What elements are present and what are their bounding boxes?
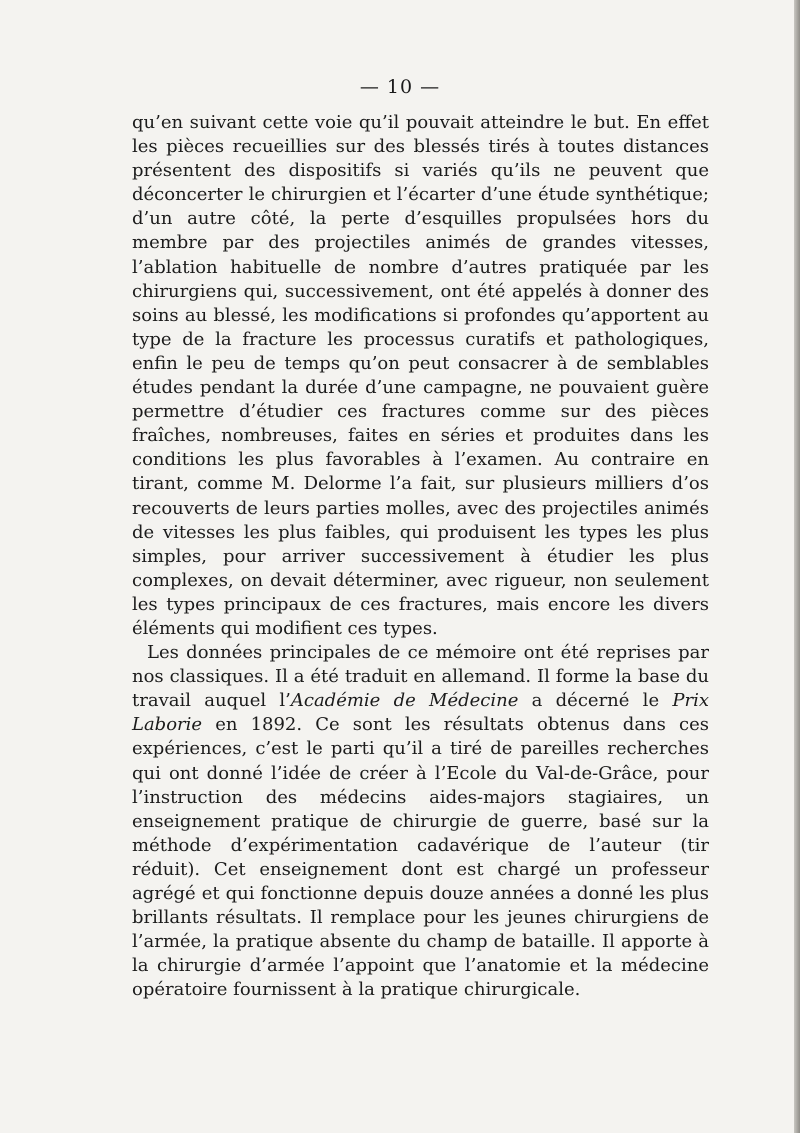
paragraph-2-part-2: a décerné le	[518, 690, 673, 712]
paragraph-1: qu’en suivant cette voie qu’il pouvait atteindre le but. En effet les pièces recueillies sur des blessés tirés à toutes distances présentent des dispositifs si variés qu’ils ne peuvent que déconcerter le chirurgien et l’écarter d’une étude synthétique; d’un autre côté, la perte d’esquilles propulsées hors du membre par des projectiles animés de grandes vitesses, l’ablation habituelle de nombre d’autres pratiquée par les chirurgiens qui, successivement, ont été appelés à donner des soins au blessé, les modifications si profondes qu’apportent au type de la fracture les processus curatifs et pathologiques, enfin le peu de temps qu’on peut consacrer à de semblables études pendant la durée d’une campagne, ne pouvaient guère permettre d’étudier ces fractures comme sur des pièces fraîches, nombreuses, faites en séries et produites dans les conditions les plus favorables à l’examen. Au contraire en tirant, comme M. Delorme l’a fait, sur plusieurs milliers d’os recouverts de leurs parties molles, avec des projectiles animés de vitesses les plus faibles, qui produisent les types les plus simples, pour arriver successivement à étudier les plus complexes, on devait déterminer, avec rigueur, non seulement les types principaux de ces fractures, mais encore les divers éléments qui modifient ces types.	[132, 112, 709, 639]
paragraph-2-part-1: Les données principales de ce mémoire ont été reprises par nos classiques. Il a été traduit en allemand. Il forme la base du travail auquel l’	[132, 642, 709, 712]
academie-de-medecine-emphasis: Académie de Médecine	[290, 690, 519, 712]
prix-laborie-emphasis: Prix Laborie	[132, 690, 709, 736]
paragraph-2	[132, 641, 709, 1002]
page-edge-shadow	[794, 0, 800, 1133]
page-number: — 10 —	[359, 76, 441, 98]
body-text	[132, 111, 709, 1002]
paragraph-2-part-3: en 1892. Ce sont les résultats obtenus dans ces expériences, c’est le parti qu’il a tiré de pareilles recherches qui ont donné l’idée de créer à l’Ecole du Val-de-Grâce, pour l’instruction des médecins aides-majors stagiaires, un enseignement pratique de chirurgie de guerre, basé sur la méthode d’expérimentation cadavérique de l’auteur (tir réduit). Cet enseignement dont est chargé un professeur agrégé et qui fonctionne depuis douze années a donné les plus brillants résultats. Il remplace pour les jeunes chirurgiens de l’armée, la pratique absente du champ de bataille. Il apporte à la chirurgie d’armée l’appoint que l’anatomie et la médecine opératoire fournissent à la pratique chirurgicale.	[132, 714, 709, 1001]
